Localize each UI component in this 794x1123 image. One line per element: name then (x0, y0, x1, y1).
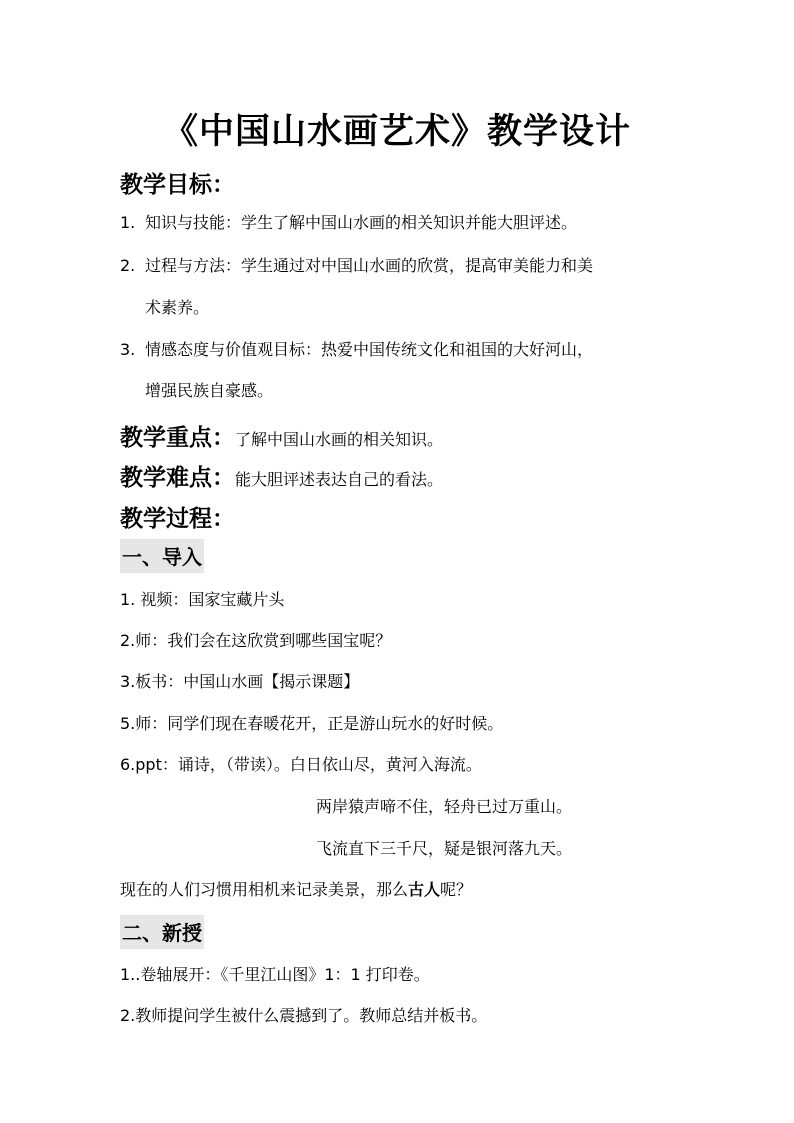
objective-item-3 (120, 337, 593, 360)
section-1-line: 2.师：我们会在这欣赏到哪些国宝呢？ (120, 631, 392, 650)
closing-prefix: 现在的人们习惯用相机来记录美景，那么 (120, 880, 409, 899)
section-1-closing (120, 877, 472, 900)
section-2-line: 1..卷轴展开：《千里江山图》1：1 打印卷。 (120, 965, 430, 984)
section-1-line: 6.ppt：诵诗，（带读）。白日依山尽，黄河入海流。 (120, 755, 482, 774)
key-point-row (120, 419, 443, 452)
section-1-line: 1. 视频：国家宝藏片头 (120, 590, 285, 609)
difficulty-row (120, 459, 443, 492)
key-point-heading: 教学重点： (120, 424, 235, 451)
document-title: 《中国山水画艺术》教学设计 (162, 111, 631, 152)
objective-item-2-continued: 术素养。 (145, 298, 210, 317)
section-1-heading: 一、导入 (120, 539, 204, 573)
objective-number: 3. (120, 340, 136, 359)
objective-text: 知识与技能：学生了解中国山水画的相关知识并能大胆评述。 (145, 213, 578, 232)
poem-line: 两岸猿声啼不住，轻舟已过万重山。 (316, 797, 573, 816)
objective-number: 2. (120, 256, 136, 275)
objective-text: 过程与方法：学生通过对中国山水画的欣赏，提高审美能力和美 (145, 256, 594, 275)
objective-item-2 (120, 253, 593, 276)
section-1-line: 5.师：同学们现在春暖花开，正是游山玩水的好时候。 (120, 714, 504, 733)
objective-number: 1. (120, 213, 136, 232)
section-1-line: 3.板书：中国山水画【揭示课题】 (120, 672, 360, 691)
objective-item-3-continued: 增强民族自豪感。 (145, 381, 274, 400)
difficulty-text: 能大胆评述表达自己的看法。 (235, 470, 444, 489)
closing-suffix: 呢？ (440, 880, 473, 899)
objective-item-1 (120, 210, 577, 233)
poem-line: 飞流直下三千尺，疑是银河落九天。 (316, 839, 573, 858)
difficulty-heading: 教学难点： (120, 464, 235, 491)
objective-text: 情感态度与价值观目标：热爱中国传统文化和祖国的大好河山， (145, 340, 594, 359)
section-2-heading: 二、新授 (120, 915, 204, 949)
process-heading: 教学过程： (120, 505, 235, 532)
objectives-heading: 教学目标： (120, 171, 235, 198)
section-2-line: 2.教师提问学生被什么震撼到了。教师总结并板书。 (120, 1006, 488, 1025)
key-point-text: 了解中国山水画的相关知识。 (235, 430, 444, 449)
closing-bold: 古人 (408, 880, 441, 899)
